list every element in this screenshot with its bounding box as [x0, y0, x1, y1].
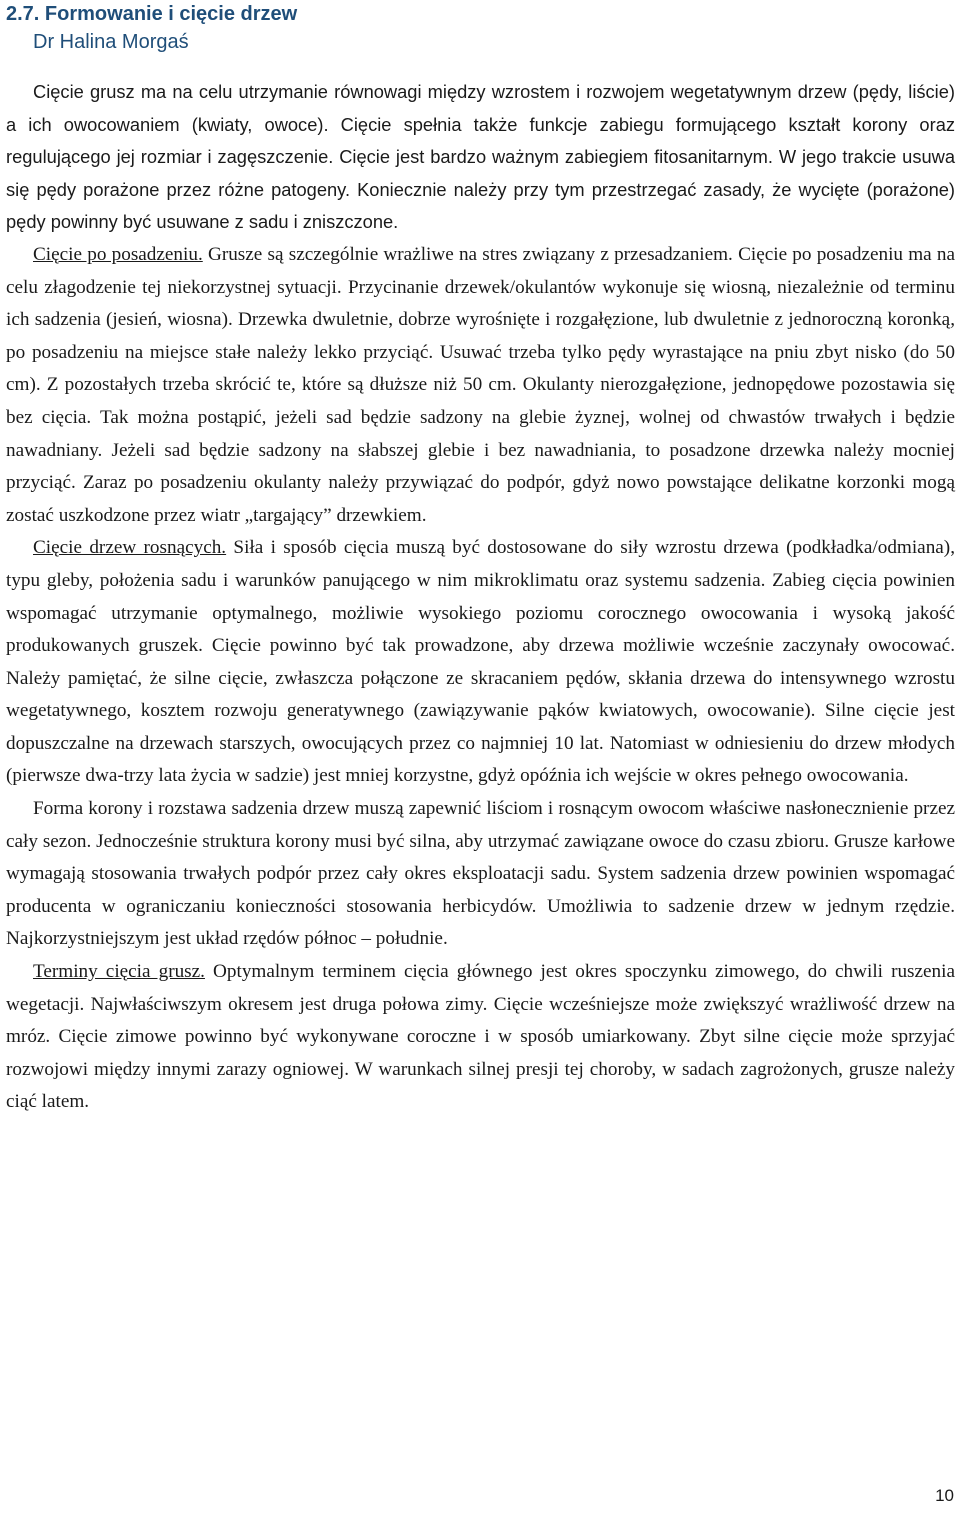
- paragraph-intro: Cięcie grusz ma na celu utrzymanie równowagi między wzrostem i rozwojem wegetatywnym drzew (pędy, liście) a ich owocowaniem (kwiaty, owoce). Cięcie spełnia także funkcje zabiegu formującego kształt korony oraz regulującego jej rozmiar i zagęszczenie. Cięcie jest bardzo ważnym zabiegiem fitosanitarnym. W jego trakcie usuwa się pędy porażone przez różne patogeny. Koniecznie należy przy tym przestrzegać zasady, że wycięte (porażone) pędy powinny być usuwane z sadu i zniszczone.: [6, 81, 955, 233]
- paragraph-pruning-dates-text: Optymalnym terminem cięcia głównego jest okres spoczynku zimowego, do chwili ruszenia wegetacji. Najwłaściwszym okresem jest druga połowa zimy. Cięcie wcześniejsze może zwiększyć wrażliwość drzew na mróz. Cięcie zimowe powinno być wykonywane coroczne i w sposób umiarkowany. Zbyt silne cięcie może sprzyjać rozwojowi między innymi zarazy ogniowej. W warunkach silnej presji tej choroby, w sadach zagrożonych, grusze należy ciąć latem.: [6, 961, 955, 1113]
- subheading-pruning-after-planting: Cięcie po posadzeniu.: [33, 243, 203, 265]
- paragraph-pruning-dates: [6, 956, 955, 1119]
- page-number: 10: [935, 1486, 954, 1505]
- section-title: 2.7. Formowanie i cięcie drzew: [6, 3, 298, 25]
- paragraph-pruning-after-planting-text: Grusze są szczególnie wrażliwe na stres związany z przesadzaniem. Cięcie po posadzeniu ma na celu złagodzenie tej niekorzystnej sytuacji. Przycinanie drzewek/okulantów wykonuje się wiosną, niezależnie od terminu ich sadzenia (jesień, wiosna). Drzewka dwuletnie, dobrze wyrośnięte i rozgałęzione, lub dwuletnie z jednoroczną koronką, po posadzeniu na miejsce stałe należy lekko przyciąć. Usuwać trzeba tylko pędy wyrastające na pniu zbyt nisko (do 50 cm). Z pozostałych trzeba skrócić te, które są dłuższe niż 50 cm. Okulanty nierozgałęzione, jednopędowe pozostawia się bez cięcia. Tak można postąpić, jeżeli sad będzie sadzony na glebie żyznej, wolnej od chwastów trwałych i będzie nawadniany. Jeżeli sad będzie sadzony na słabszej glebie i bez nawadniania, to posadzone drzewka należy mocniej przyciąć. Zaraz po posadzeniu okulanty należy przywiązać do podpór, gdyż nowo powstające delikatne korzonki mogą zostać uszkodzone przez wiatr „targający” drzewkiem.: [6, 243, 956, 526]
- author-name: Dr Halina Morgaś: [33, 31, 189, 53]
- subheading-pruning-growing-trees: Cięcie drzew rosnących.: [33, 537, 227, 559]
- paragraph-pruning-growing-trees-text: Siła i sposób cięcia muszą być dostosowane do siły wzrostu drzewa (podkładka/odmiana), typu gleby, położenia sadu i warunków panującego w nim mikroklimatu oraz systemu sadzenia. Zabieg cięcia powinien wspomagać utrzymanie optymalnego, możliwie wysokiego poziomu corocznego owocowania i wysoką jakość produkowanych gruszek. Cięcie powinno być tak prowadzone, aby drzewa możliwie wcześnie zaczynały owocować. Należy pamiętać, że silne cięcie, zwłaszcza połączone ze skracaniem pędów, skłania drzewa do intensywnego wzrostu wegetatywnego, kosztem rozwoju generatywnego (zawiązywanie pąków kwiatowych, owocowanie). Silne cięcie jest dopuszczalne na drzewach starszych, owocujących przez co najmniej 10 lat. Natomiast w odniesieniu do drzew młodych (pierwsze dwa-trzy lata życia w sadzie) jest mniej korzystne, gdyż opóźnia ich wejście w okres pełnego owocowania.: [6, 537, 955, 787]
- document-page: [6, 0, 955, 1119]
- paragraph-crown-form: Forma korony i rozstawa sadzenia drzew muszą zapewnić liściom i rosnącym owocom właściwe nasłonecznienie przez cały sezon. Jednocześnie struktura korony musi być silna, aby utrzymać zawiązane owoce do czasu zbioru. Grusze karłowe wymagają stosowania trwałych podpór przez cały okres eksploatacji sadu. System sadzenia drzew powinien wspomagać producenta w ograniczaniu konieczności stosowania herbicydów. Umożliwia to sadzenie drzew w jednym rzędzie. Najkorzystniejszym jest układ rzędów północ – południe.: [6, 798, 955, 950]
- paragraph-pruning-after-planting: [6, 239, 955, 532]
- paragraph-pruning-growing-trees: [6, 532, 955, 793]
- subheading-pruning-dates: Terminy cięcia grusz.: [33, 961, 205, 983]
